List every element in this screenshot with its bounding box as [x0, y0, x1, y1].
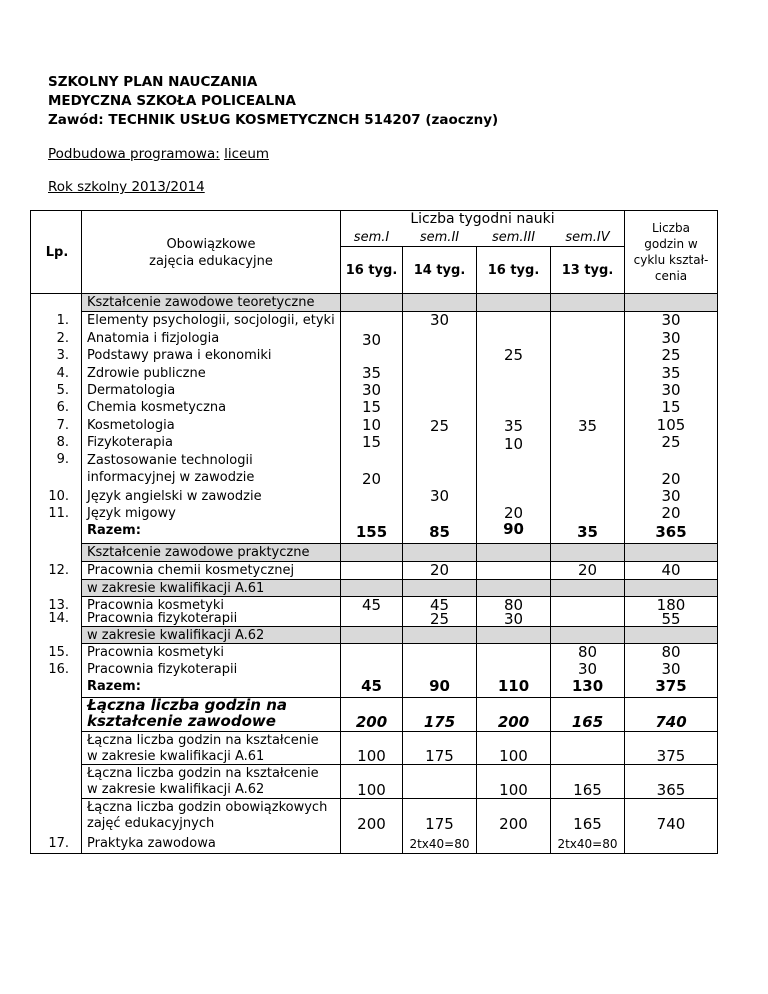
- basis-value: liceum: [224, 146, 270, 162]
- row-1-lp: 1.: [56, 313, 69, 328]
- sum-a62-sem4: 165: [573, 781, 602, 799]
- row-11-name: Język migowy: [87, 506, 176, 521]
- sum-practice-total: 375: [655, 677, 687, 695]
- row-11-sem3: 20: [503, 504, 524, 522]
- row-12-total: 40: [661, 561, 681, 579]
- section-a62: w zakresie kwalifikacji A.62: [87, 628, 265, 643]
- row-10-name: Język angielski w zawodzie: [87, 489, 262, 504]
- sum-theory-sem3: 90: [503, 520, 524, 538]
- row-2-lp: 2.: [56, 331, 69, 346]
- row-15-total: 80: [661, 643, 681, 661]
- sum-vocational-sem3: 200: [497, 713, 530, 731]
- row-7-name: Kosmetologia: [87, 418, 175, 433]
- sum-practice-sem4: 130: [571, 677, 604, 695]
- title-line-1: SZKOLNY PLAN NAUCZANIA: [48, 74, 258, 90]
- row-4-sem1: 35: [361, 364, 382, 382]
- row-3-lp: 3.: [56, 348, 69, 363]
- sum-mandatory-label-1: Łączna liczba godzin obowiązkowych: [87, 800, 328, 815]
- sem4-header: sem.IV: [565, 230, 610, 245]
- row-4-total: 35: [661, 364, 681, 382]
- sum-practice-sem3: 110: [497, 677, 530, 695]
- row-8-lp: 8.: [56, 435, 69, 450]
- row-7-sem4: 35: [577, 417, 598, 435]
- sum-a62-label-1: Łączna liczba godzin na kształcenie: [87, 766, 319, 781]
- sum-a61-sem2: 175: [425, 747, 454, 765]
- row-7-sem1: 10: [361, 416, 382, 434]
- sum-vocational-total: 740: [655, 713, 687, 731]
- school-year: Rok szkolny 2013/2014: [48, 179, 205, 195]
- row-4-lp: 4.: [56, 366, 69, 381]
- row-12-lp: 12.: [48, 563, 69, 578]
- row-6-name: Chemia kosmetyczna: [87, 400, 227, 415]
- row-16-name: Pracownia fizykoterapii: [87, 662, 238, 677]
- row-13-name: Pracownia kosmetyki: [87, 598, 224, 613]
- row-17-sem2: 2tx40=80: [409, 837, 470, 851]
- row-8-name: Fizykoterapia: [87, 435, 173, 450]
- row-2-name: Anatomia i fizjologia: [87, 331, 220, 346]
- row-4-name: Zdrowie publiczne: [87, 366, 206, 381]
- col-subjects-header-2: zajęcia edukacyjne: [149, 254, 273, 269]
- row-8-total: 25: [661, 433, 681, 451]
- col-subjects-header-1: Obowiązkowe: [166, 237, 256, 252]
- sum-a61-label-2: w zakresie kwalifikacji A.61: [87, 749, 265, 764]
- row-7-sem2: 25: [429, 417, 450, 435]
- row-6-lp: 6.: [56, 400, 69, 415]
- sum-a62-sem1: 100: [357, 781, 386, 799]
- weeks-title: Liczba tygodni nauki: [410, 211, 555, 227]
- row-6-sem1: 15: [361, 398, 382, 416]
- row-14-sem3: 30: [503, 610, 524, 628]
- row-9-sem1: 20: [361, 470, 382, 488]
- row-16-sem4: 30: [577, 660, 598, 678]
- sum-a62-label-2: w zakresie kwalifikacji A.62: [87, 782, 265, 797]
- sum-a61-label-1: Łączna liczba godzin na kształcenie: [87, 733, 319, 748]
- row-3-name: Podstawy prawa i ekonomiki: [87, 348, 272, 363]
- row-9-name-1: Zastosowanie technologii: [87, 453, 253, 468]
- sum-mandatory-sem4: 165: [573, 815, 602, 833]
- row-2-total: 30: [661, 329, 681, 347]
- row-8-sem1: 15: [361, 433, 382, 451]
- row-11-total: 20: [661, 504, 681, 522]
- row-9-total: 20: [661, 470, 681, 488]
- basis-label: Podbudowa programowa:: [48, 146, 220, 162]
- row-12-sem2: 20: [429, 561, 450, 579]
- row-7-sem3: 35: [503, 417, 524, 435]
- sum-vocational-label-1: Łączna liczba godzin na: [87, 696, 288, 714]
- row-12-sem4: 20: [577, 561, 598, 579]
- row-1-name: Elementy psychologii, socjologii, etyki: [87, 313, 335, 328]
- sum-vocational-sem4: 165: [571, 713, 604, 731]
- total-header-4: cenia: [654, 269, 688, 283]
- row-7-lp: 7.: [56, 418, 69, 433]
- row-14-total: 55: [661, 610, 681, 628]
- sum-theory-sem1: 155: [355, 523, 388, 541]
- sum-mandatory-sem1: 200: [357, 815, 386, 833]
- row-2-sem1: 30: [361, 331, 382, 349]
- sem2-weeks: 14 tyg.: [413, 263, 466, 278]
- row-15-name: Pracownia kosmetyki: [87, 645, 224, 660]
- title-line-3: Zawód: TECHNIK USŁUG KOSMETYCZNCH 514207 (zaoczny): [48, 112, 499, 128]
- row-17-lp: 17.: [48, 836, 69, 851]
- sum-theory-sem4: 35: [577, 523, 598, 541]
- sum-mandatory-sem2: 175: [425, 815, 454, 833]
- sem4-weeks: 13 tyg.: [561, 263, 614, 278]
- row-14-sem2: 25: [429, 610, 450, 628]
- sum-a61-sem3: 100: [499, 747, 528, 765]
- sem3-header: sem.III: [491, 230, 536, 245]
- row-14-lp: 14.: [48, 611, 69, 626]
- sum-theory-sem2: 85: [429, 523, 450, 541]
- row-11-lp: 11.: [48, 506, 69, 521]
- row-13-sem1: 45: [361, 596, 382, 614]
- row-10-sem2: 30: [429, 487, 450, 505]
- row-17-name: Praktyka zawodowa: [87, 836, 216, 851]
- row-5-sem1: 30: [361, 381, 382, 399]
- col-lp-header: Lp.: [45, 245, 69, 260]
- row-1-sem2: 30: [429, 311, 450, 329]
- sum-theory-label: Razem:: [87, 523, 141, 538]
- sem2-header: sem.II: [419, 230, 460, 245]
- sum-mandatory-total: 740: [656, 815, 686, 833]
- sum-vocational-sem1: 200: [355, 713, 388, 731]
- sem1-header: sem.I: [353, 230, 390, 245]
- section-practice: Kształcenie zawodowe praktyczne: [87, 545, 310, 560]
- row-15-lp: 15.: [48, 645, 69, 660]
- total-header-2: godzin w: [644, 237, 698, 251]
- sem3-weeks: 16 tyg.: [487, 263, 540, 278]
- row-10-total: 30: [661, 487, 681, 505]
- row-5-name: Dermatologia: [87, 383, 176, 398]
- section-theory: Kształcenie zawodowe teoretyczne: [87, 295, 315, 310]
- sum-a62-sem3: 100: [499, 781, 528, 799]
- sum-practice-sem1: 45: [361, 677, 382, 695]
- row-6-total: 15: [661, 398, 681, 416]
- row-17-sem4: 2tx40=80: [557, 837, 618, 851]
- row-5-lp: 5.: [56, 383, 69, 398]
- row-5-total: 30: [661, 381, 681, 399]
- total-header-3: cyklu kształ-: [633, 253, 709, 267]
- sum-mandatory-label-2: zajęć edukacyjnych: [87, 816, 215, 831]
- row-9-lp: 9.: [56, 452, 69, 467]
- row-13-sem2: 45: [429, 596, 450, 614]
- row-8-sem3: 10: [503, 435, 524, 453]
- sum-theory-total: 365: [655, 523, 687, 541]
- row-3-total: 25: [661, 346, 681, 364]
- sum-mandatory-sem3: 200: [499, 815, 528, 833]
- row-3-sem3: 25: [503, 346, 524, 364]
- row-13-sem3: 80: [503, 596, 524, 614]
- sum-a61-total: 375: [656, 747, 686, 765]
- row-14-name: Pracownia fizykoterapii: [87, 611, 238, 626]
- sum-a62-total: 365: [656, 781, 686, 799]
- section-a61: w zakresie kwalifikacji A.61: [87, 581, 265, 596]
- row-1-total: 30: [661, 311, 681, 329]
- total-header-1: Liczba: [652, 221, 690, 235]
- row-15-sem4: 80: [577, 643, 598, 661]
- sum-vocational-sem2: 175: [423, 713, 456, 731]
- row-10-lp: 10.: [48, 489, 69, 504]
- sum-vocational-label-2: kształcenie zawodowe: [87, 712, 276, 730]
- sem1-weeks: 16 tyg.: [345, 263, 398, 278]
- row-7-total: 105: [656, 416, 686, 434]
- row-13-lp: 13.: [48, 598, 69, 613]
- row-12-name: Pracownia chemii kosmetycznej: [87, 563, 295, 578]
- row-13-total: 180: [656, 596, 686, 614]
- sum-practice-label: Razem:: [87, 679, 141, 694]
- sum-practice-sem2: 90: [429, 677, 450, 695]
- row-16-total: 30: [661, 660, 681, 678]
- row-9-name-2: informacyjnej w zawodzie: [87, 470, 255, 485]
- title-line-2: MEDYCZNA SZKOŁA POLICEALNA: [48, 93, 296, 109]
- sum-a61-sem1: 100: [357, 747, 386, 765]
- row-16-lp: 16.: [48, 662, 69, 677]
